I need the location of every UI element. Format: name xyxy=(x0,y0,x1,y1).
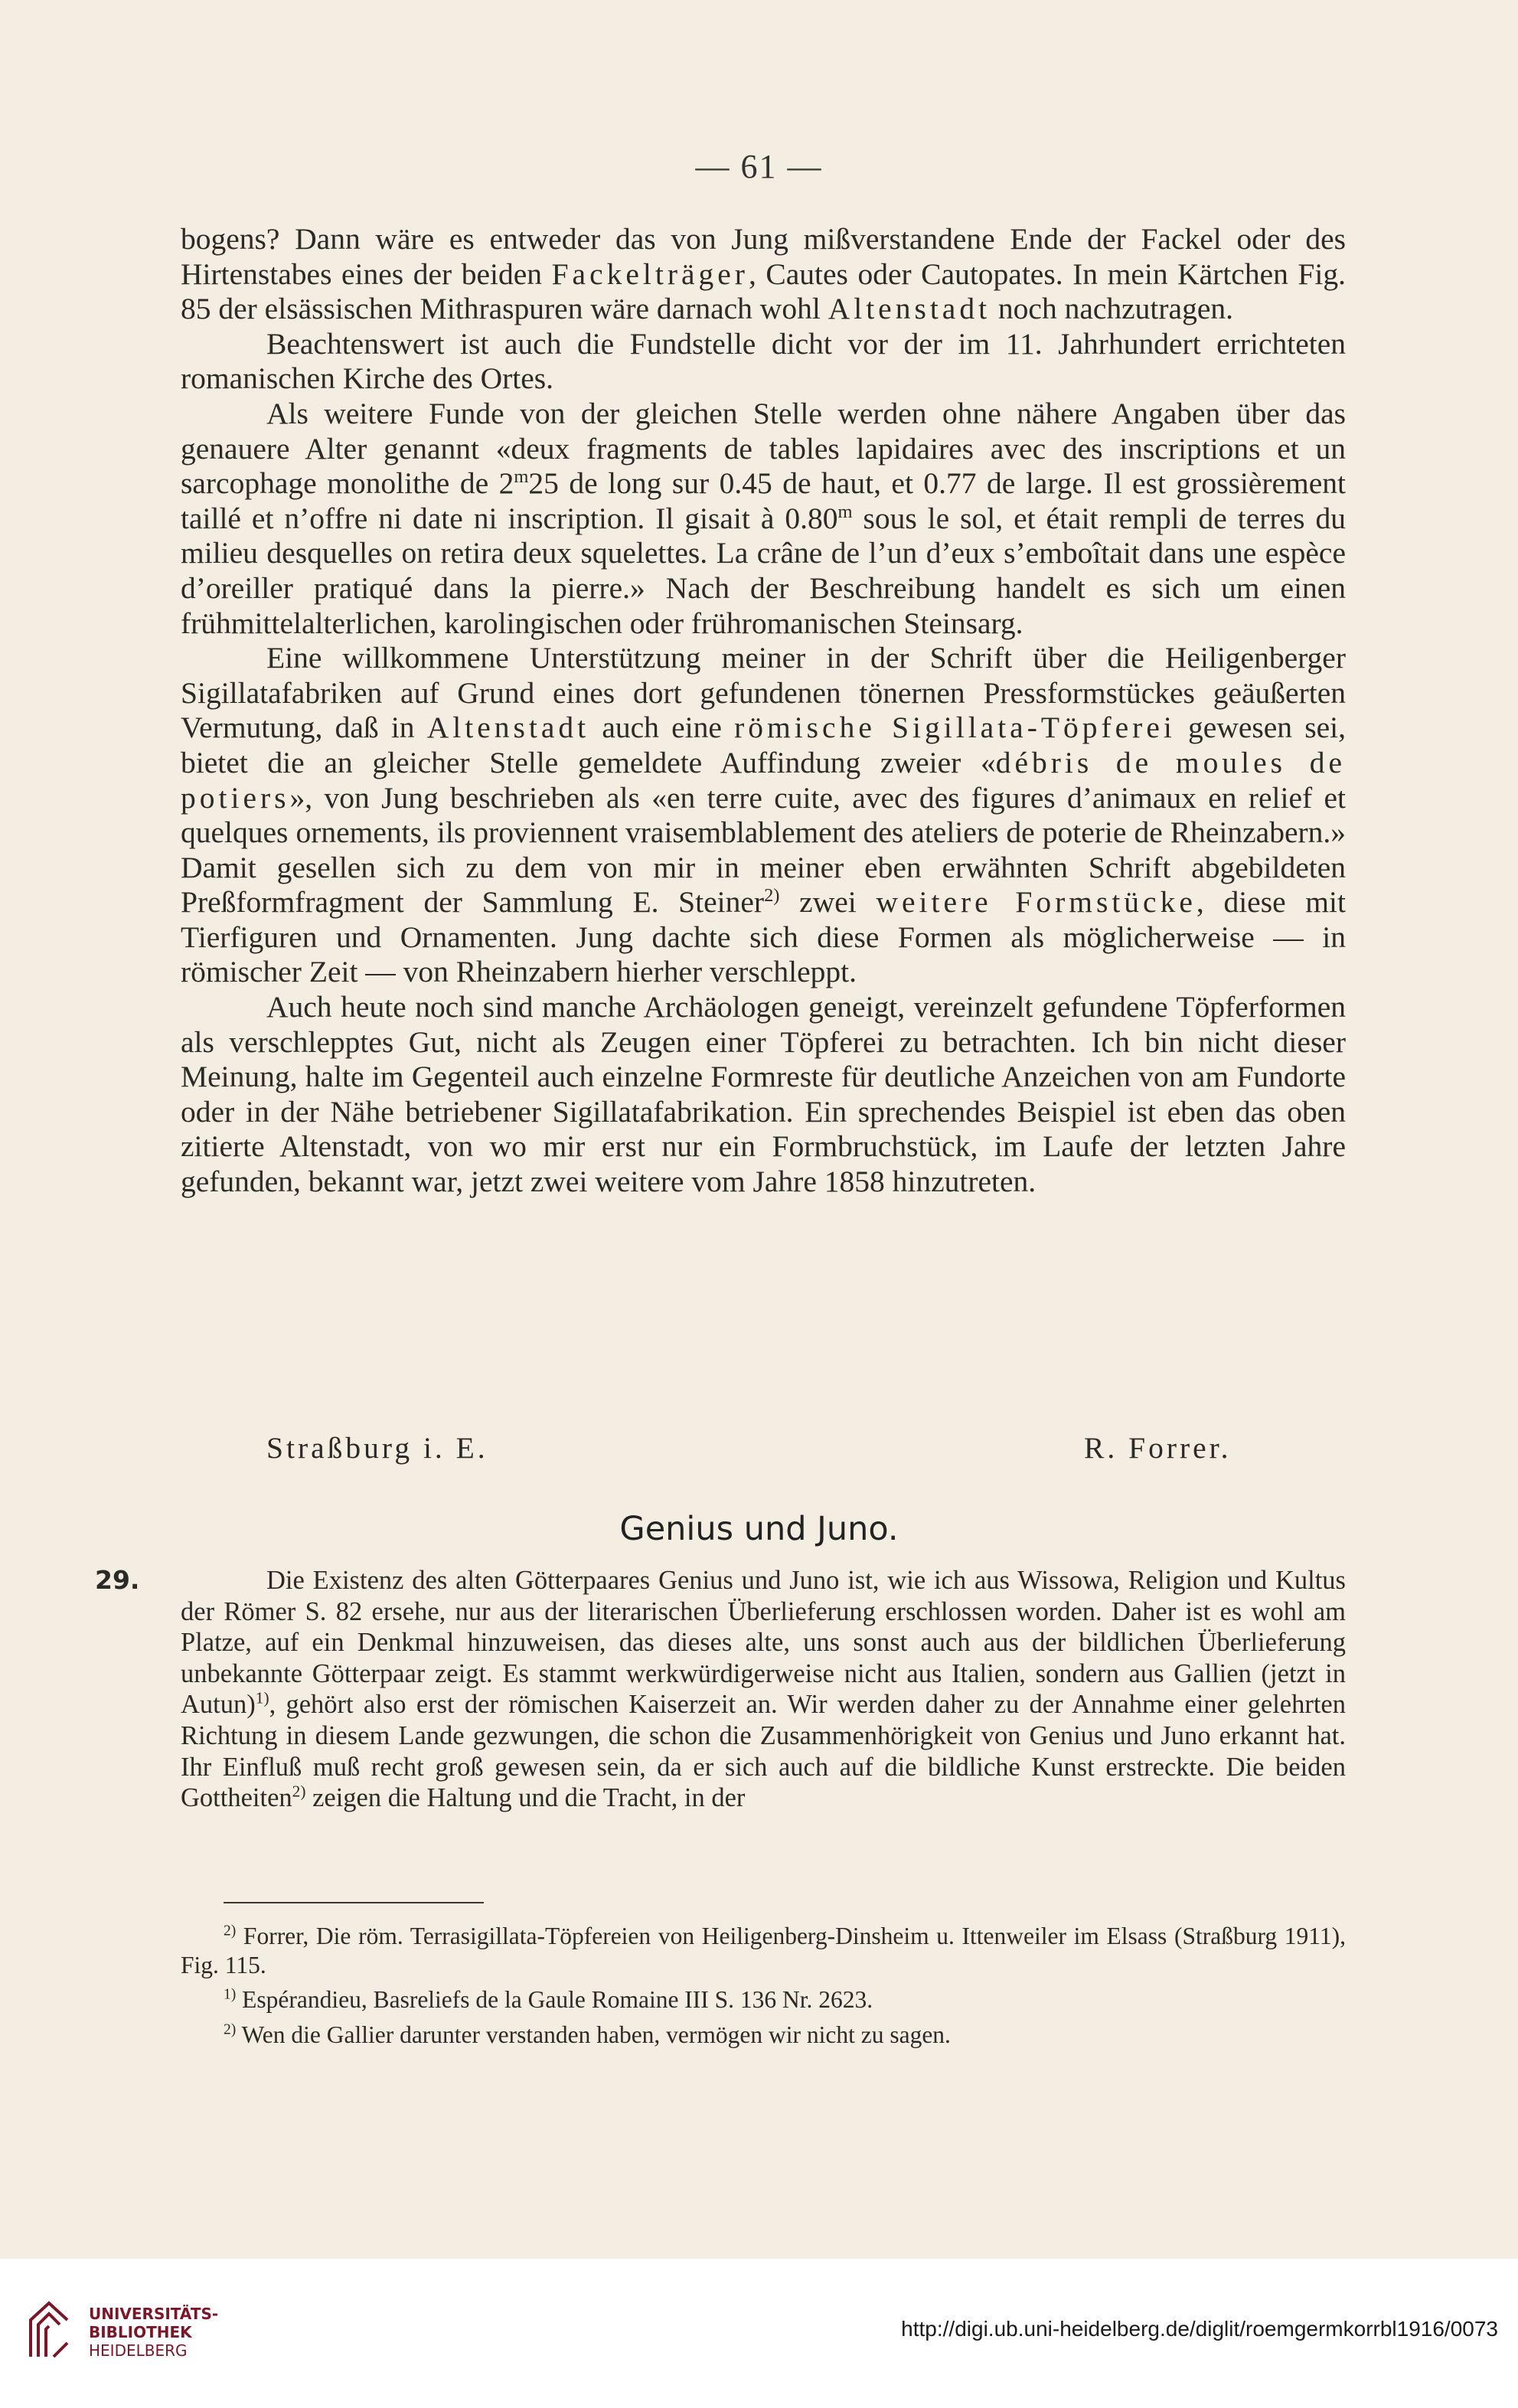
superscript: 2) xyxy=(224,1923,237,1939)
spaced-emphasis: römische Sigillata-Töpferei xyxy=(734,711,1176,745)
text-run: 25 de long sur 0.45 de haut, et 0.77 de large. Il est grossièrement taillé et n’offre ni date ni inscription. Il gisait à 0.80 xyxy=(181,466,1346,535)
text-run: zwei xyxy=(779,885,877,920)
section-heading: Genius und Juno. xyxy=(619,1510,899,1548)
section-body xyxy=(95,1565,1346,1814)
spaced-emphasis: Fackelträger xyxy=(551,256,749,291)
text-run: Eine willkommene Unterstützung meiner in der Schrift über die Heiligenberger Sigillatafabriken auf Grund eines dort gefundenen tönernen Pressformstückes geäußerten Vermutung, daß in xyxy=(181,641,1346,745)
paragraph xyxy=(181,327,1346,397)
paragraph xyxy=(181,641,1346,990)
superscript: m xyxy=(514,466,529,487)
text-run: Wen die Gallier darunter verstanden haben, vermögen wir nicht zu sagen. xyxy=(236,2021,951,2048)
footnotes xyxy=(181,1922,1346,2055)
text-run: Die Existenz des alten Götterpaares Genius und Juno ist, wie ich aus Wissowa, Religion und Kultus der Römer S. 82 ersehe, nur aus der literarischen Überlieferung erschlossen worden. Daher ist es wohl am Platze, auf ein Denkmal hinzuweisen, das dieses alte, uns sonst auch aus der bildlichen Überlieferung unbekannte Götterpaar zeigt. Es stammt werkwürdigerweise nicht aus Italien, sondern aus Gallien (jetzt in Autun) xyxy=(181,1566,1346,1720)
text-run: sous le sol, et était rempli de terres du milieu desquelles on retira deux squelettes. La crâne de l’un d’eux s’emboîtait dans une espèce d’oreiller pratiqué dans la pierre.» Nach der Beschreibung handelt es sich um einen frühmittelalterlichen, karolingischen oder frühromanischen Steinsarg. xyxy=(181,501,1346,640)
library-footer xyxy=(0,2259,1518,2408)
superscript: 2) xyxy=(224,2021,237,2037)
text-run: noch nachzutragen. xyxy=(991,292,1233,326)
text-run: zeigen die Haltung und die Tracht, in der xyxy=(305,1783,746,1813)
text-run: gewesen sei, bietet die an gleicher Stelle gemeldete Auffindung zweier « xyxy=(181,711,1347,779)
text-run: Auch heute noch sind manche Archäologen geneigt, vereinzelt gefundene Töpferformen als verschlepptes Gut, nicht als Zeugen einer Töpferei zu betrachten. Ich bin nicht dieser Meinung, halte im Gegenteil auch einzelne Formreste für deutliche Anzeichen von am Fundorte oder in der Nähe betriebener Sigillatafabrikation. Ein sprechendes Beispiel ist eben das oben zitierte Altenstadt, von wo mir erst nur ein Formbruchstück, im Laufe der letzten Jahre gefunden, bekannt war, jetzt zwei weitere vom Jahre 1858 hinzutreten. xyxy=(181,990,1346,1199)
superscript: 1) xyxy=(255,1688,269,1707)
spaced-emphasis: Altenstadt xyxy=(828,292,991,326)
text-run: », von Jung beschrieben als «en terre cuite, avec des figures d’animaux en relief et quelques ornements, ils proviennent vraisemblablement des ateliers de poterie de Rheinzabern.» Damit gesellen sich zu dem von mir in meiner eben erwähnten Schrift abgebildeten Preßformfragment der Sammlung E. Steiner xyxy=(181,780,1346,920)
footnote-divider xyxy=(224,1902,484,1903)
superscript: 2) xyxy=(764,885,780,907)
library-name-line: UNIVERSITÄTS- xyxy=(89,2305,219,2323)
text-run: , Cautes oder Cautopates. In mein Kärtchen Fig. 85 der elsässischen Mithraspuren wäre darnach wohl xyxy=(181,256,1346,326)
signature-place: Straßburg i. E. xyxy=(266,1431,488,1465)
source-url[interactable]: http://digi.ub.uni-heidelberg.de/diglit/roemgermkorrbl1916/0073 xyxy=(901,2317,1498,2341)
paragraph xyxy=(181,397,1346,641)
library-name xyxy=(89,2305,218,2360)
spaced-emphasis: weitere Formstücke xyxy=(876,885,1196,920)
text-run: bogens? Dann wäre es entweder das von Jung mißverstandene Ende der Fackel oder des Hirtenstabes eines der beiden xyxy=(181,222,1346,291)
text-run: Beachtenswert ist auch die Fundstelle dicht vor der im 11. Jahrhundert errichteten romanischen Kirche des Ortes. xyxy=(181,326,1346,396)
section-number: 29. xyxy=(95,1565,140,1595)
article-body xyxy=(181,222,1346,1200)
page-number: — 61 — xyxy=(695,148,823,185)
section-text xyxy=(181,1566,1346,1812)
superscript: m xyxy=(837,501,853,522)
text-run: auch eine xyxy=(589,711,735,745)
superscript: 2) xyxy=(292,1782,306,1801)
spaced-emphasis: Altenstadt xyxy=(426,711,590,745)
paragraph xyxy=(181,222,1346,327)
text-run: Espérandieu, Basreliefs de la Gaule Romaine III S. 136 Nr. 2623. xyxy=(236,1986,873,2013)
signature-author: R. Forrer. xyxy=(1084,1431,1232,1465)
footnote xyxy=(181,1985,1346,2014)
superscript: 1) xyxy=(224,1986,237,2003)
text-run: Als weitere Funde von der gleichen Stelle werden ohne nähere Angaben über das genauere Alter genannt «deux fragments de tables lapidaires avec des inscriptions et un sarcophage monolithe de 2 xyxy=(181,396,1346,501)
text-run: , diese mit Tierfiguren und Ornamenten. Jung dachte sich diese Formen als möglicherweise — in römischer Zeit — von Rheinzabern hierher verschleppt. xyxy=(181,885,1346,989)
footnote xyxy=(181,1922,1346,1979)
library-name-line: BIBLIOTHEK xyxy=(89,2323,192,2341)
spaced-emphasis: débris de moules de potiers xyxy=(181,745,1346,815)
text-run: , gehört also erst der römischen Kaiserzeit an. Wir werden daher zu der Annahme einer gelehrten Richtung in diesem Lande gezwungen, die schon die Zusammenhörigkeit von Genius und Juno erkannt hat. Ihr Einfluß muß recht groß gewesen sein, da er sich auch auf die bildliche Kunst erstreckte. Die beiden Gottheiten xyxy=(181,1690,1346,1813)
footnote xyxy=(181,2021,1346,2050)
library-name-line: HEIDELBERG xyxy=(89,2341,188,2360)
section-paragraph xyxy=(95,1565,1346,1814)
text-run: Forrer, Die röm. Terrasigillata-Töpfereien von Heiligenberg-Dinsheim u. Ittenweiler im Elsass (Straßburg 1911), Fig. 115. xyxy=(181,1923,1346,1978)
university-library-logo-icon xyxy=(26,2300,72,2360)
paragraph xyxy=(181,990,1346,1200)
